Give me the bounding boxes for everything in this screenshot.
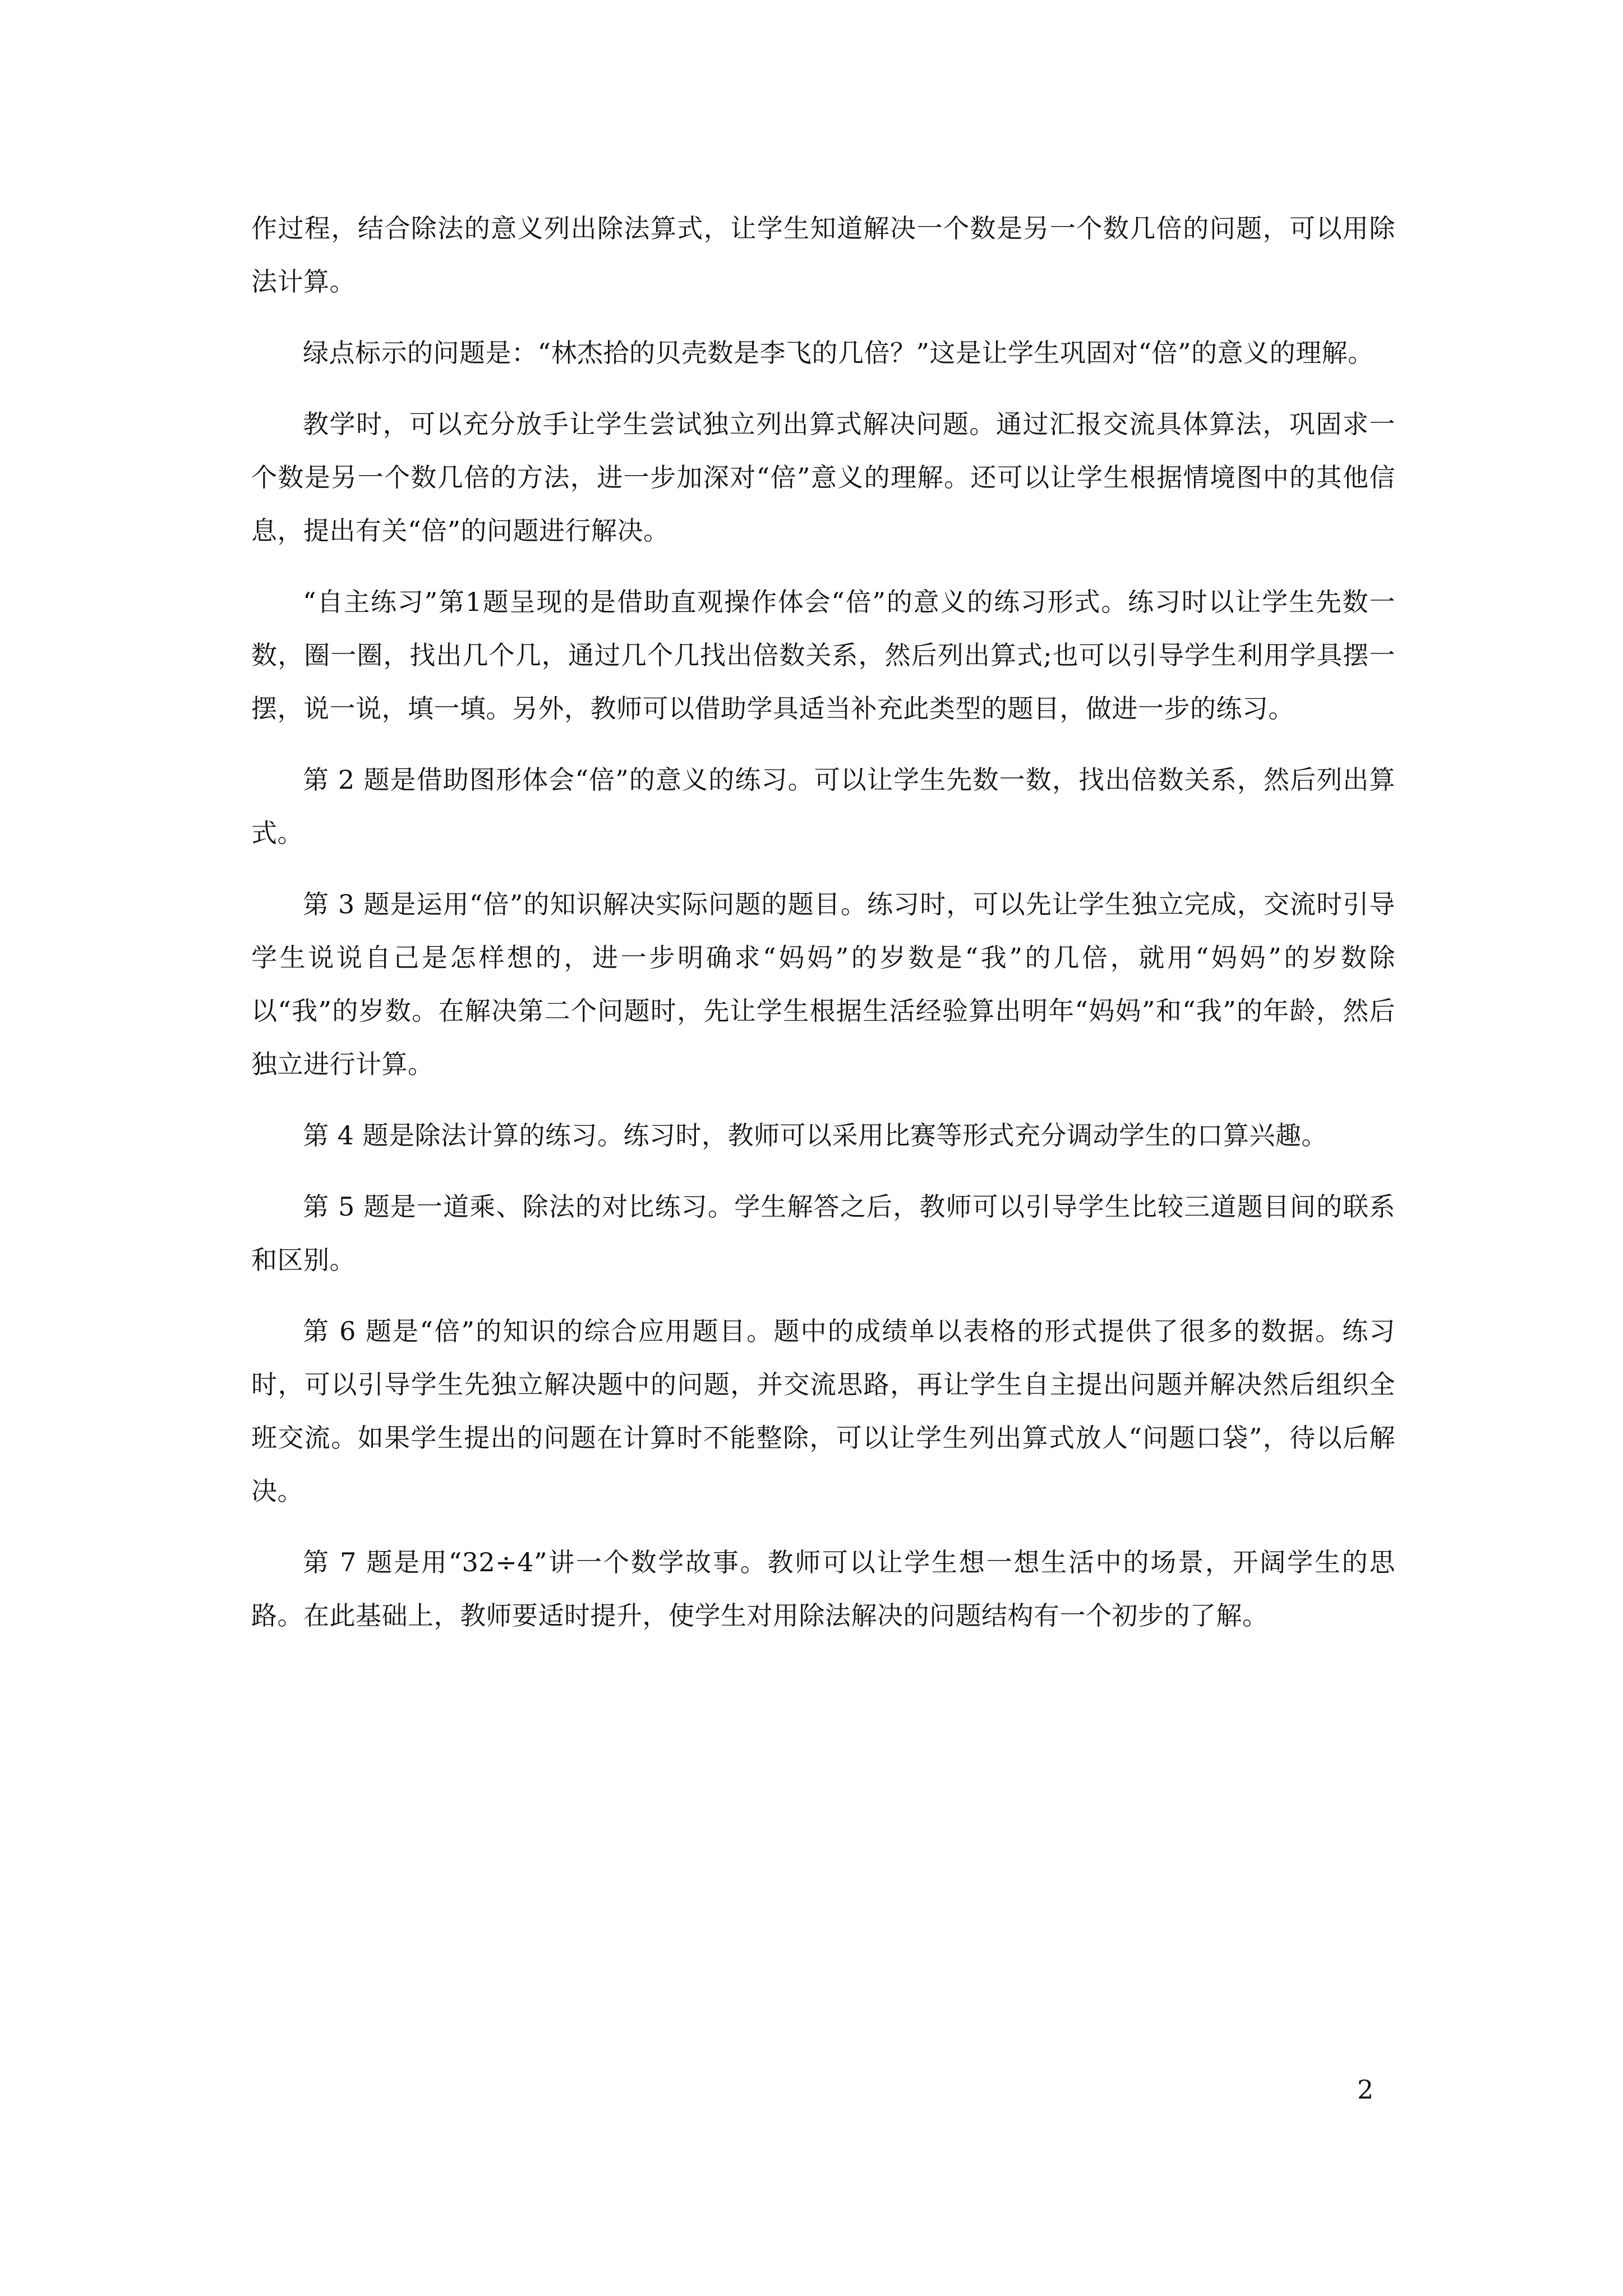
paragraph-green-dot-question: 绿点标示的问题是：“林杰拾的贝壳数是李飞的几倍？”这是让学生巩固对“倍”的意义的理解。 xyxy=(303,338,1374,368)
body-text xyxy=(251,202,1395,1660)
paragraph-exercise-3: 第 3 题是运用“倍”的知识解决实际问题的题目。练习时，可以先让学生独立完成，交流时引导学生说说自己是怎样想的，进一步明确求“妈妈”的岁数是“我”的几倍，就用“妈妈”的岁数除以“我”的岁数。在解决第二个问题时，先让学生根据生活经验算出明年“妈妈”和“我”的年龄，然后独立进行计算。 xyxy=(251,889,1395,1079)
paragraph-continuation: 作过程，结合除法的意义列出除法算式，让学生知道解决一个数是另一个数几倍的问题，可以用除法计算。 xyxy=(251,213,1395,297)
page-number: 2 xyxy=(1357,2074,1374,2105)
paragraph-exercise-7: 第 7 题是用“32÷4”讲一个数学故事。教师可以让学生想一想生活中的场景，开阔学生的思路。在此基础上，教师要适时提升，使学生对用除法解决的问题结构有一个初步的了解。 xyxy=(251,1547,1395,1631)
paragraph-exercise-1: “自主练习”第1题呈现的是借助直观操作体会“倍”的意义的练习形式。练习时以让学生先数一数，圈一圈，找出几个几，通过几个几找出倍数关系，然后列出算式;也可以引导学生利用学具摆一摆，说一说，填一填。另外，教师可以借助学具适当补充此类型的题目，做进一步的练习。 xyxy=(251,587,1395,724)
paragraph-teaching: 教学时，可以充分放手让学生尝试独立列出算式解决问题。通过汇报交流具体算法，巩固求一个数是另一个数几倍的方法，进一步加深对“倍”意义的理解。还可以让学生根据情境图中的其他信息，提出有关“倍”的问题进行解决。 xyxy=(251,409,1395,546)
paragraph-exercise-6: 第 6 题是“倍”的知识的综合应用题目。题中的成绩单以表格的形式提供了很多的数据。练习时，可以引导学生先独立解决题中的问题，并交流思路，再让学生自主提出问题并解决然后组织全班交流。如果学生提出的问题在计算时不能整除，可以让学生列出算式放人“问题口袋”，待以后解决。 xyxy=(251,1316,1395,1506)
paragraph-exercise-2: 第 2 题是借助图形体会“倍”的意义的练习。可以让学生先数一数，找出倍数关系，然后列出算式。 xyxy=(251,765,1395,848)
paragraph-exercise-4: 第 4 题是除法计算的练习。练习时，教师可以采用比赛等形式充分调动学生的口算兴趣。 xyxy=(303,1120,1328,1151)
paragraph-exercise-5: 第 5 题是一道乘、除法的对比练习。学生解答之后，教师可以引导学生比较三道题目间的联系和区别。 xyxy=(251,1191,1395,1275)
